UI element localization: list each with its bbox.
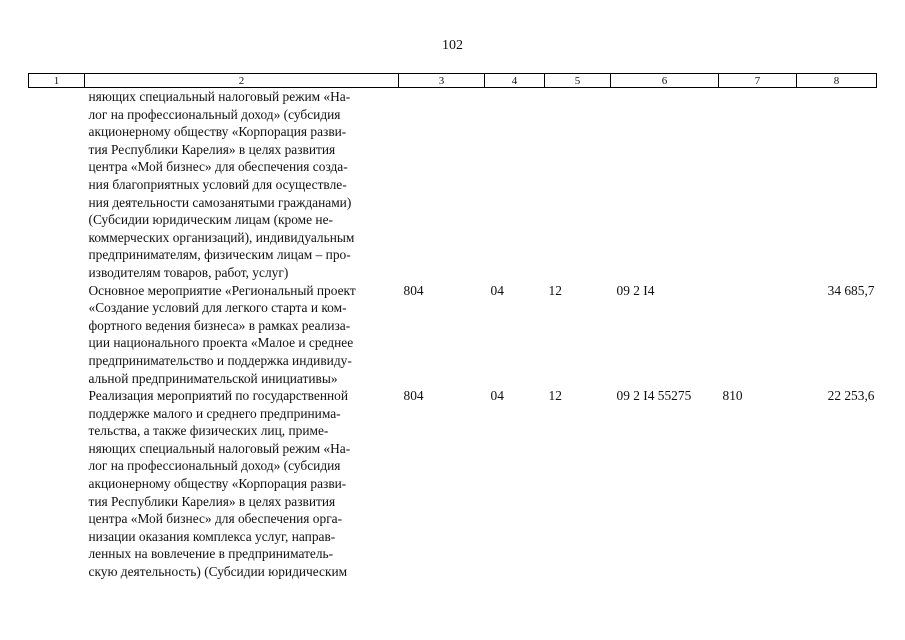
cell-section bbox=[485, 88, 545, 282]
page-number: 102 bbox=[442, 38, 463, 53]
cell-expense-type bbox=[719, 88, 797, 282]
cell-amount bbox=[797, 88, 877, 282]
cell-target-article: 09 2 I4 bbox=[616, 282, 655, 298]
budget-table bbox=[28, 73, 877, 581]
cell-amount: 22 253,6 bbox=[827, 388, 875, 404]
cell-section: 04 bbox=[490, 388, 504, 404]
cell-expense-type bbox=[719, 282, 797, 388]
table-body bbox=[29, 88, 877, 581]
cell-subsection: 12 bbox=[548, 282, 562, 298]
cell-subsection bbox=[545, 88, 611, 282]
column-header-4: 4 bbox=[485, 74, 545, 88]
column-header-1: 1 bbox=[29, 74, 85, 88]
cell-section: 04 bbox=[490, 282, 504, 298]
table-row bbox=[29, 88, 877, 282]
cell-ministry-code bbox=[399, 88, 485, 282]
cell-col1 bbox=[29, 387, 85, 581]
table-header bbox=[29, 74, 877, 88]
column-header-7: 7 bbox=[719, 74, 797, 88]
cell-amount: 34 685,7 bbox=[827, 282, 875, 298]
cell-ministry-code: 804 bbox=[403, 388, 424, 404]
table-row bbox=[29, 282, 877, 388]
cell-target-article: 09 2 I4 55275 bbox=[616, 388, 692, 404]
cell-target-article bbox=[611, 88, 719, 282]
cell-col1 bbox=[29, 88, 85, 282]
cell-description: няющих специальный налоговый режим «На- лог на профессиональный доход» (субсидия акционерному обществу «Корпорация разви- тия Республики Карелия» в целях развития центра «Мой бизнес» для обеспечения созда- ния благоприятных условий для осуществле- ния деятельности самозанятыми гражданами) (Субсидии юридическим лицам (кроме не- коммерческих организаций), индивидуальным предпринимателям, физическим лицам – про- изводителям товаров, работ, услуг) bbox=[88, 89, 355, 280]
cell-col1 bbox=[29, 282, 85, 388]
cell-expense-type: 810 bbox=[722, 388, 743, 404]
table-row bbox=[29, 387, 877, 581]
column-header-2: 2 bbox=[85, 74, 399, 88]
cell-ministry-code: 804 bbox=[403, 282, 424, 298]
cell-description: Реализация мероприятий по государственной поддержке малого и среднего предпринима- тельства, а также физических лиц, приме- няющих специальный налоговый режим «На- лог на профессиональный доход» (субсидия акционерному обществу «Корпорация разви- тия Республики Карелия» в целях развития центра «Мой бизнес» для обеспечения орга- низации оказания комплекса услуг, направ- ленных на вовлечение в предприниматель- скую деятельность) (Субсидии юридическим bbox=[88, 388, 351, 580]
column-header-5: 5 bbox=[545, 74, 611, 88]
column-header-6: 6 bbox=[611, 74, 719, 88]
cell-description: Основное мероприятие «Региональный проект «Создание условий для легкого старта и ком- фортного ведения бизнеса» в рамках реализа- ции национального проекта «Малое и среднее предпринимательство и поддержка индивиду- альной предпринимательской инициативы» bbox=[88, 282, 356, 386]
cell-subsection: 12 bbox=[548, 388, 562, 404]
column-header-3: 3 bbox=[399, 74, 485, 88]
header-row bbox=[29, 74, 877, 88]
column-header-8: 8 bbox=[797, 74, 877, 88]
